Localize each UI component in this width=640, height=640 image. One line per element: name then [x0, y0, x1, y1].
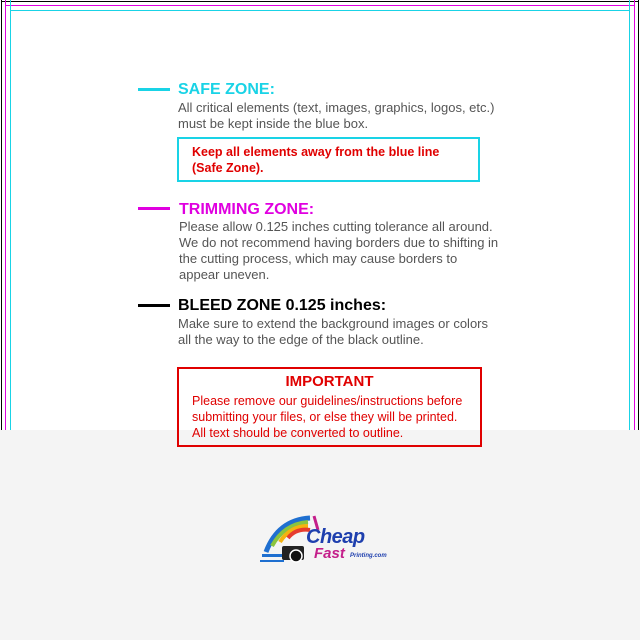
logo-word-printing-text: Printing — [350, 553, 373, 559]
logo-word-cheap: Cheap — [306, 526, 365, 548]
important-text-3: All text should be converted to outline. — [192, 426, 404, 440]
trim-line-right — [634, 0, 635, 430]
trim-line-left — [5, 0, 6, 430]
trimming-zone-text-4: appear uneven. — [179, 267, 270, 282]
important-text-1: Please remove our guidelines/instructions before — [192, 394, 463, 408]
bleed-zone-text-2: all the way to the edge of the black outline. — [178, 332, 424, 347]
logo-suffix: .com — [372, 553, 387, 559]
safe-zone-marker — [138, 88, 170, 91]
trimming-zone-text-2: We do not recommend having borders due to shifting in — [179, 235, 499, 250]
bleed-line-left — [1, 0, 2, 430]
logo-word-printing — [350, 553, 387, 559]
safe-zone-text-1: All critical elements (text, images, graphics, logos, etc.) — [178, 100, 495, 115]
safe-zone-box — [177, 137, 480, 182]
trimming-zone-heading: TRIMMING ZONE: — [179, 201, 315, 218]
safe-line-top — [10, 10, 630, 11]
bleed-zone-heading: BLEED ZONE 0.125 inches: — [178, 297, 387, 314]
trimming-zone-marker — [138, 207, 170, 210]
trimming-zone-text-3: the cutting process, which may cause borders to — [179, 251, 458, 266]
bleed-zone-marker — [138, 304, 170, 307]
important-box — [177, 367, 482, 447]
trimming-zone-text-1: Please allow 0.125 inches cutting tolerance all around. — [179, 219, 493, 234]
bleed-zone-text-1: Make sure to extend the background images or colors — [178, 316, 489, 331]
trim-line-top — [5, 5, 635, 6]
important-text — [192, 393, 472, 441]
safe-box-text-1: Keep all elements away from the blue line — [192, 145, 440, 159]
safe-zone-text-2: must be kept inside the blue box. — [178, 116, 369, 131]
bleed-line-right — [638, 0, 639, 430]
important-text-2: submitting your files, or else they will be printed. — [192, 410, 458, 424]
safe-zone-heading: SAFE ZONE: — [178, 81, 275, 98]
safe-box-text-2: (Safe Zone). — [192, 161, 264, 175]
safe-line-right — [629, 0, 630, 430]
cheap-fast-printing-logo — [258, 512, 388, 568]
bleed-line-top — [1, 1, 639, 2]
logo-word-fast: Fast — [314, 545, 345, 562]
safe-line-left — [10, 0, 11, 430]
important-title: IMPORTANT — [285, 373, 374, 390]
